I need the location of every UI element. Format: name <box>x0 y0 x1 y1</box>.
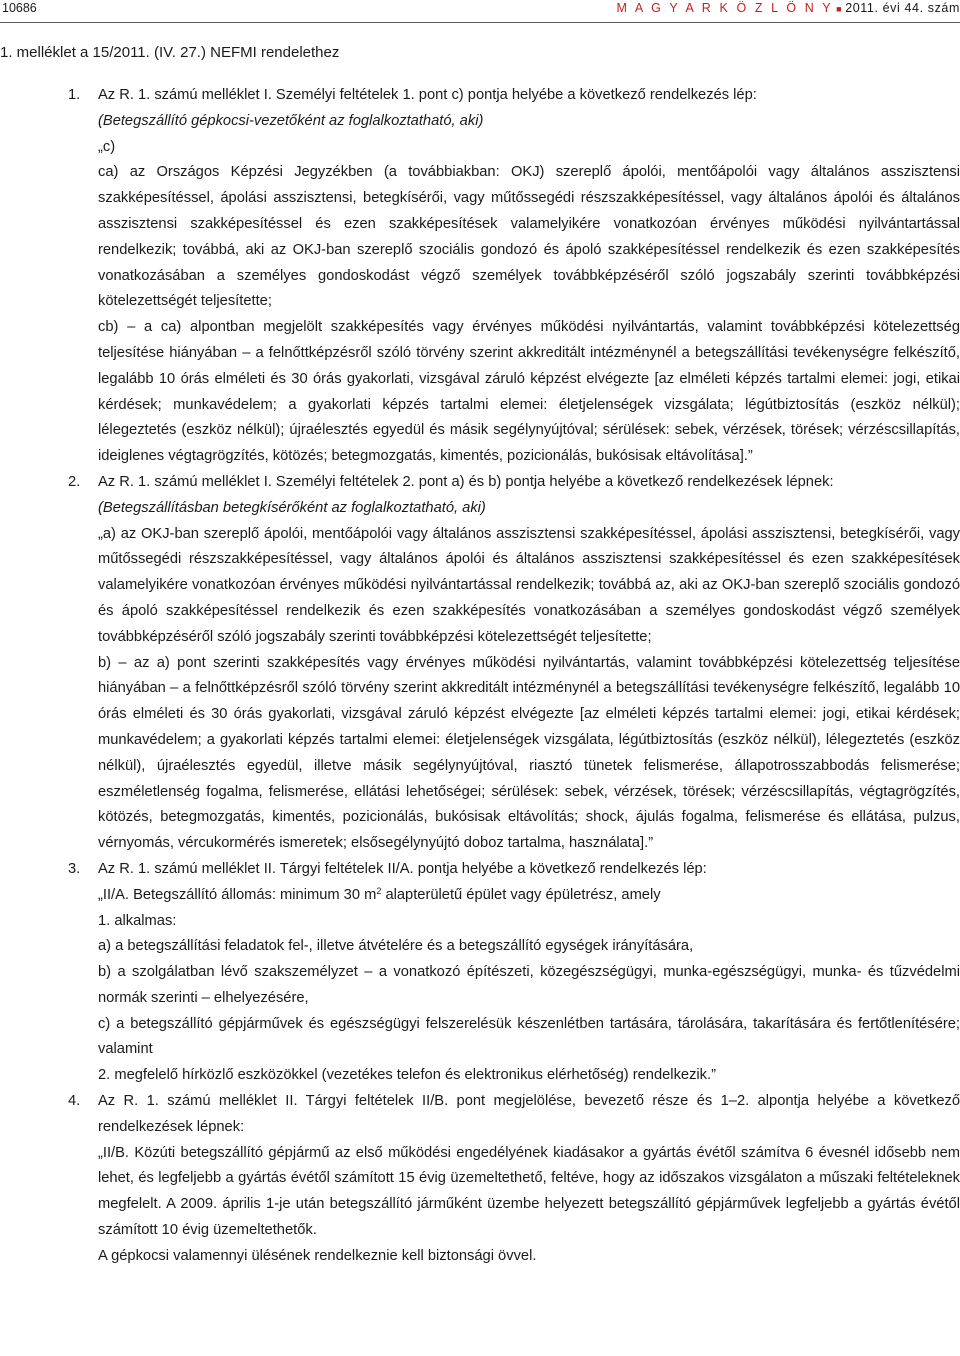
paragraph-cb: cb) – a ca) alpontban megjelölt szakképesítés vagy érvényes működési nyilvántartás, valamint továbbképzési kötelezettség teljesítése hiányában – a felnőttképzésről szóló törvény szerint akkreditált intézménynél a betegszállítási tevékenységre felkészítő, legalább 10 órás elméleti és 30 órás gyakorlati, vizsgával záruló képzést elvégezte [az elméleti képzés tartalmi elemei: jogi, etikai kérdések; munkavédelem; a gyakorlati képzés tartalmi elemei: életjelenségek vizsgálata; légútbiztosítás (eszköz nélkül); lélegeztetés (eszköz nélkül); újraélesztés egyedül és másik segélynyújtóval; sérülések: sebek, vérzések, törések; vérzéscsillapítás, ideiglenes végtagrögzítés, kötözés; betegmozgatás, kimentés, pozicionálás, bukósisak eltávolítása].” <box>98 319 960 465</box>
paragraph-iib: „II/B. Közúti betegszállító gépjármű az első működési engedélyének kiadásakor a gyártás évétől számítva 6 évesnél idősebb nem lehet, és legfeljebb a gyártás évétől számított 15 évig üzemeltethető, feltéve, hogy az időszakos vizsgálaton a műszaki feltételeknek megfelelt. A 2009. április 1-je után betegszállító járműként üzembe helyezett betegszállító gépjárművek legfeljebb a gyártás évétől számított 10 évig üzemeltethetők. <box>98 1144 960 1239</box>
item-text: Az R. 1. számú melléklet I. Személyi feltételek 1. pont c) pontja helyébe a következő rendelkezés lép: <box>98 87 757 103</box>
journal-title <box>616 1 960 15</box>
item-number: 3. <box>68 860 81 877</box>
paragraph-a: a) a betegszállítási feladatok fel-, illetve átvételére és a betegszállító egységek irányítására, <box>98 938 694 955</box>
item-4 <box>0 1089 960 1141</box>
item-number: 1. <box>68 87 81 103</box>
separator-square-icon: ■ <box>836 4 843 14</box>
item-subtitle: (Betegszállításban betegkísérőként az foglalkoztatható, aki) <box>98 499 486 516</box>
paragraph-b: b) – az a) pont szerinti szakképesítés vagy érvényes működési nyilvántartás, valamint továbbképzési kötelezettség teljesítése hiányában – a felnőttképzésről szóló törvény szerint akkreditált intézménynél a betegszállítási tevékenységre felkészítő, legalább 10 órás elméleti és 30 órás gyakorlati, vizsgával záruló képzést elvégezte [az elméleti képzés tartalmi elemei: jogi, etikai kérdések; munkavédelem; a gyakorlati képzés tartalmi elemei: életjelenségek vizsgálata, légútbiztosítás (eszköz nélkül), lélegeztetés (eszköz nélkül), újraélesztés egyedül, illetve másik segélynyújtóval, riasztó tünetek felismerése, állapotrosszabbodás felismerése; eszméletlenség fogalma, felismerése, ellátási lehetőségei; sérülések: sebek, vérzések, törések; vérzéscsillapítás, végtagrögzítés, kötözés, betegmozgatás, kimentés, pozicionálás, bukósisak eltávolítás; shock, ájulás fogalma, felismerése és ellátása, pulzus, vérnyomás, vércukormérés ismeretek; elsősegélynyújtó doboz tartalma, használata].” <box>98 654 960 852</box>
page-header <box>0 0 960 23</box>
paragraph-b: b) a szolgálatban lévő szakszemélyzet – a vonatkozó építészeti, közegészségügyi, munka-egészségügyi, munka- és tűzvédelmi normák szerinti – elhelyezésére, <box>98 964 960 1006</box>
item-3 <box>0 857 960 883</box>
paragraph-c: c) a betegszállító gépjárművek és egészségügyi felszerelésük készenlétben tartására, tárolására, takarítására és fertőtlenítésére; valamint <box>98 1015 960 1058</box>
quote-pre: „II/A. Betegszállító állomás: minimum 30 m <box>98 886 377 903</box>
item-text: Az R. 1. számú melléklet II. Tárgyi feltételek II/B. pont megjelölése, bevezető része és 1–2. alpontja helyébe a következő rendelkezések lépnek: <box>98 1093 960 1135</box>
item-text: Az R. 1. számú melléklet I. Személyi feltételek 2. pont a) és b) pontja helyébe a következő rendelkezések lépnek: <box>98 473 834 490</box>
item-1 <box>0 83 960 109</box>
document-body <box>0 83 960 1270</box>
item-number: 4. <box>68 1093 81 1110</box>
quote-line <box>0 883 960 909</box>
paragraph-a: „a) az OKJ-ban szereplő ápolói, mentőápolói vagy általános asszisztensi szakképesítéssel, ápolási asszisztensi, betegkísérői, vagy műtőssegédi részszakképesítéssel, vagy általános ápolói és általános asszisztensi szakképesítéssel és ezen szakképesítések valamelyikére vonatkozóan érvényes működési nyilvántartással rendelkezik; továbbá az, aki az OKJ-ban szereplő szociális gondozó és ápoló szakképesítéssel rendelkezik és ezen szakképesítés vonatkozásában a személyes gondoskodást végző személyek továbbképzéséről szóló jogszabály szerinti továbbképzési kötelezettségét teljesítette; <box>98 525 960 645</box>
item-2 <box>0 470 960 496</box>
paragraph-1: 1. alkalmas: <box>98 912 177 929</box>
quote-post: alapterületű épület vagy épületrész, amely <box>381 886 661 903</box>
paragraph-2: 2. megfelelő hírközlő eszközökkel (vezetékes telefon és elektronikus elérhetőség) rendelkezik.” <box>98 1067 717 1084</box>
item-text: Az R. 1. számú melléklet II. Tárgyi feltételek II/A. pontja helyébe a következő rendelkezés lép: <box>98 860 707 877</box>
paragraph-ca: ca) az Országos Képzési Jegyzékben (a továbbiakban: OKJ) szereplő ápolói, mentőápolói vagy általános asszisztensi szakképesítéssel, ápolási asszisztensi, betegkísérői, vagy műtőssegédi részszakképesítéssel, vagy általános ápolói és általános asszisztensi szakképesítéssel és ezen szakképesítések valamelyikére vonatkozóan érvényes működési nyilvántartással rendelkezik; továbbá, aki az OKJ-ban szereplő szociális gondozó és ápoló szakképesítéssel rendelkezik és ezen szakképesítés vonatkozásában a személyes gondoskodást végző személyek továbbképzéséről szóló jogszabály szerinti továbbképzési kötelezettségét teljesítette; <box>98 164 960 310</box>
paragraph-seatbelt: A gépkocsi valamennyi ülésének rendelkeznie kell biztonsági övvel. <box>98 1247 537 1264</box>
issue-label: 2011. évi 44. szám <box>845 1 960 15</box>
annex-title: 1. melléklet a 15/2011. (IV. 27.) NEFMI rendelethez <box>0 44 340 61</box>
item-subtitle: (Betegszállító gépkocsi-vezetőként az foglalkoztatható, aki) <box>98 112 484 129</box>
item-number: 2. <box>68 473 81 490</box>
quote-superscript: 2 <box>376 885 382 896</box>
page-number: 10686 <box>2 1 37 15</box>
journal-name: M A G Y A R K Ö Z L Ö N Y <box>616 1 834 15</box>
quote-start: „c) <box>98 138 116 155</box>
